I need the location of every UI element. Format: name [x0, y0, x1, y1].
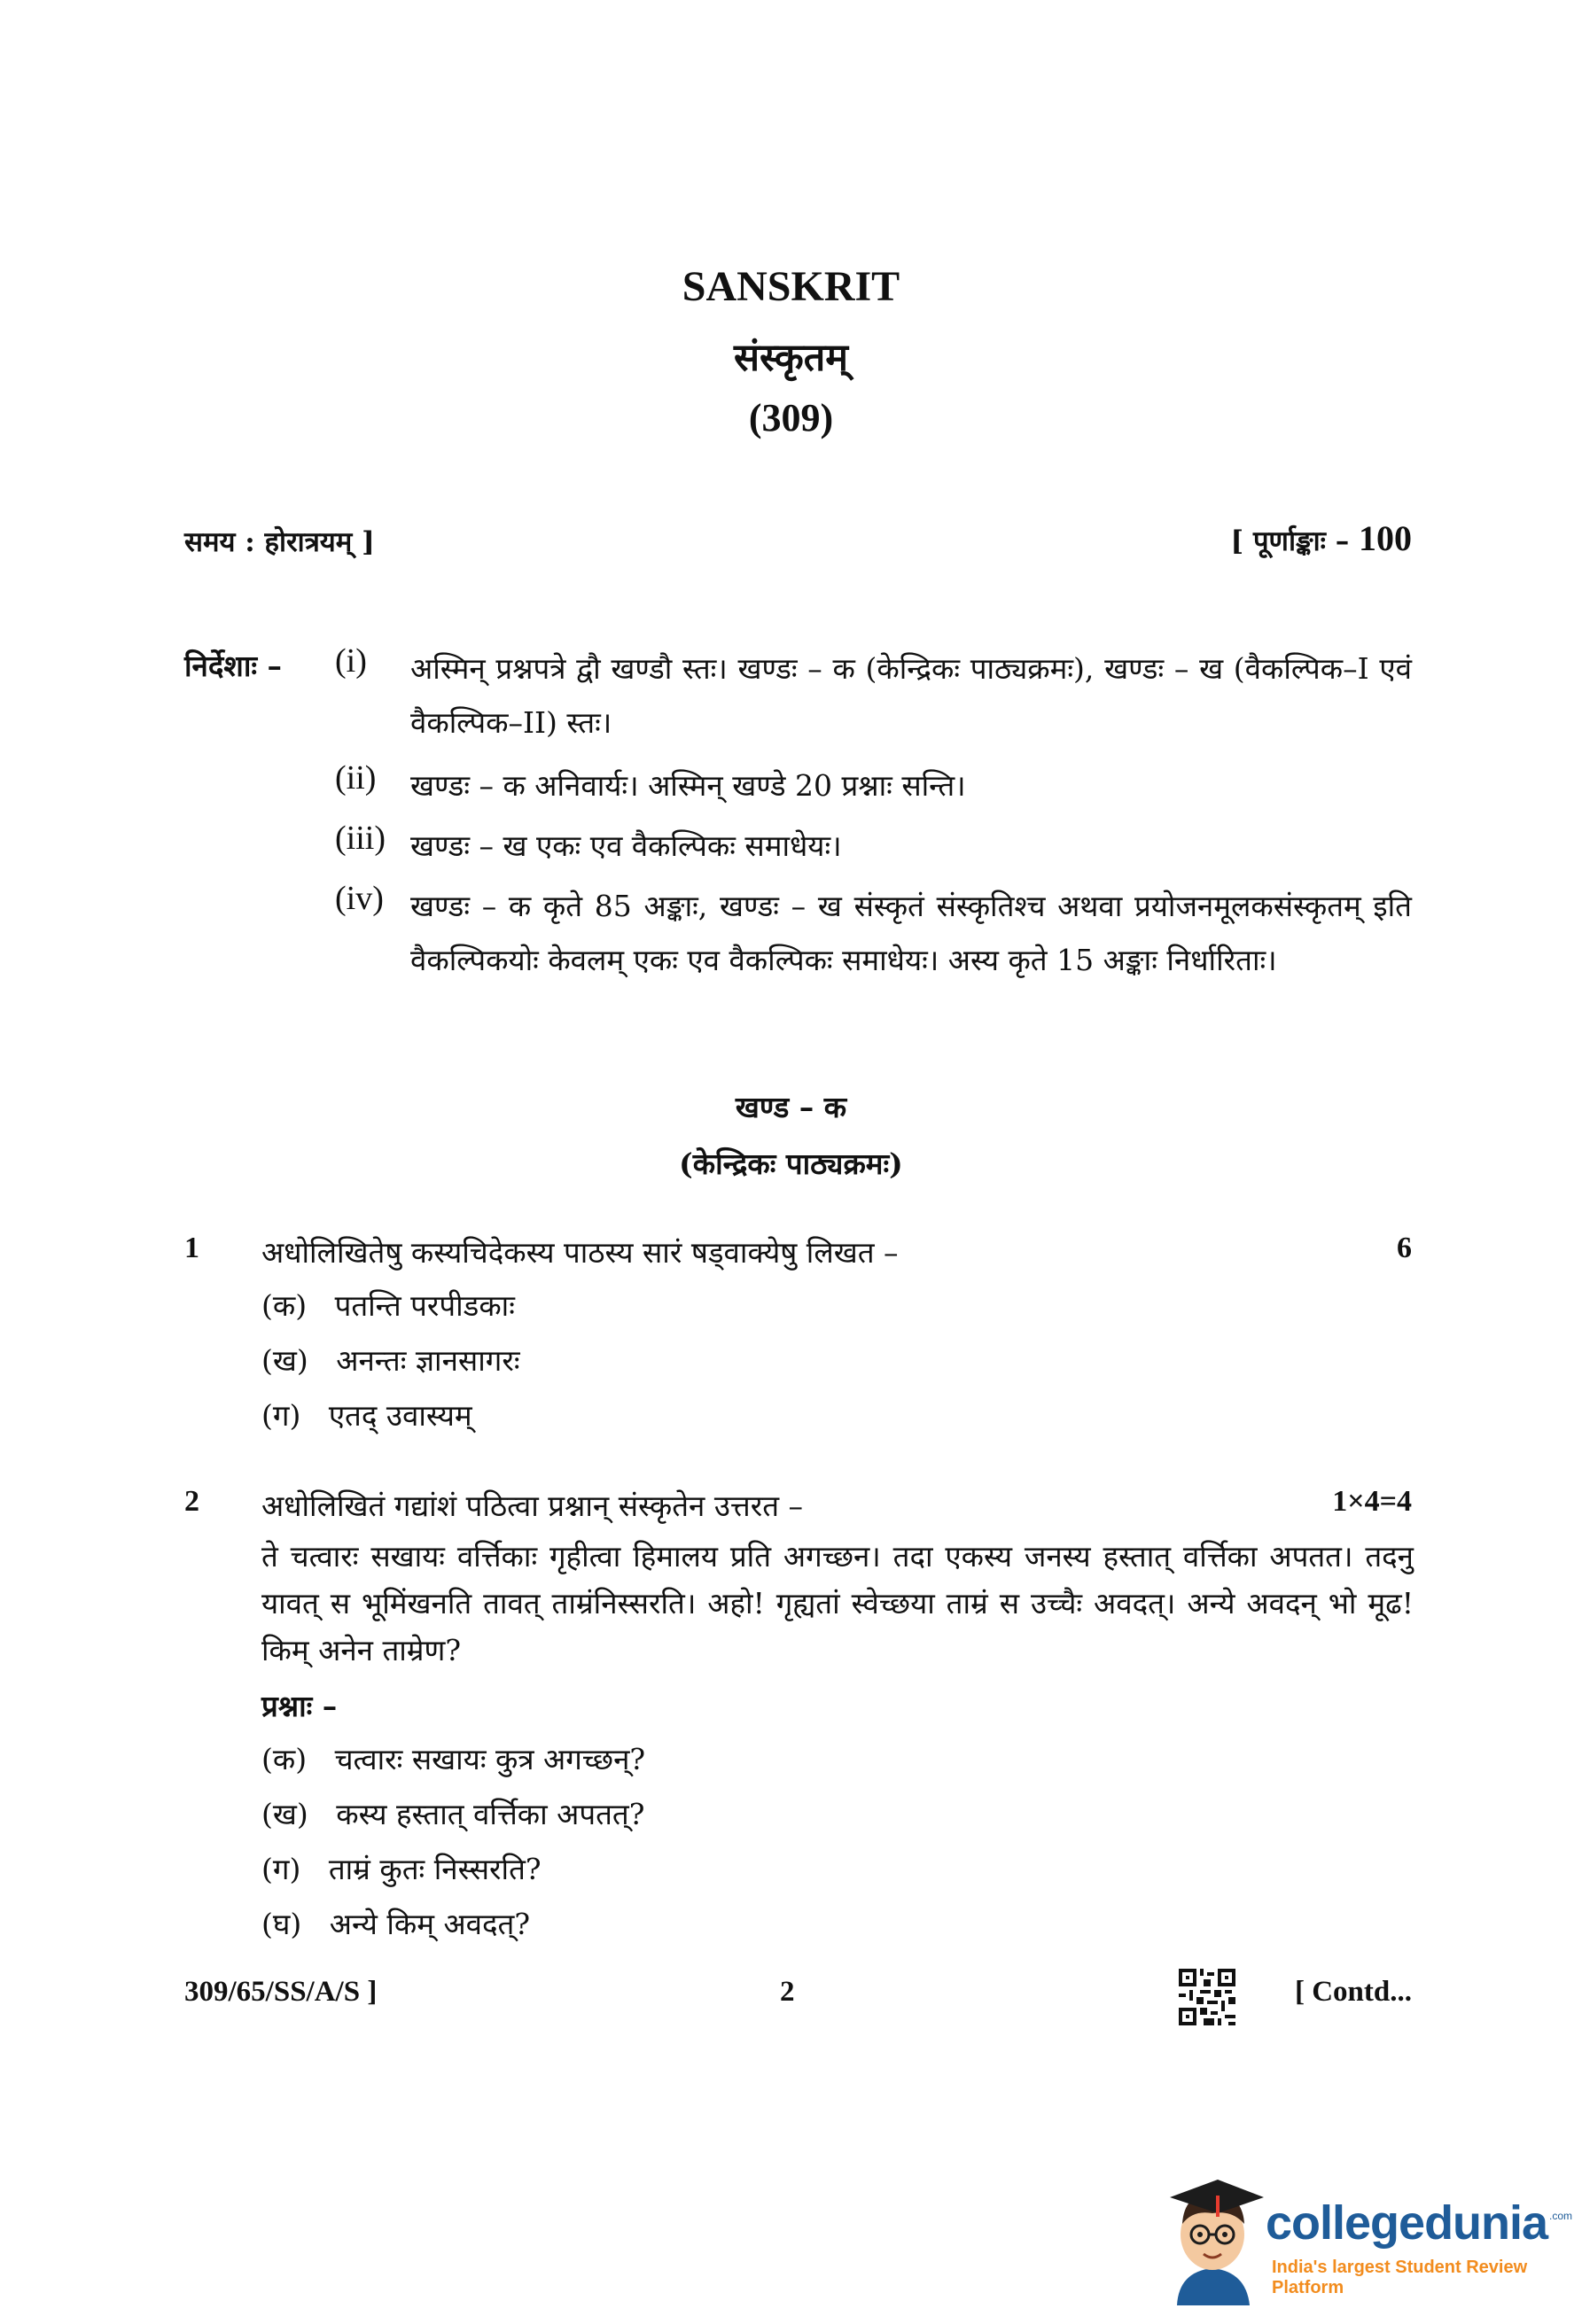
option-text: अनन्तः ज्ञानसागरः	[336, 1343, 520, 1378]
instruction-text: खण्डः – ख एकः एव वैकल्पिकः समाधेयः।	[410, 828, 842, 863]
sub-question	[261, 1903, 530, 1943]
sub-question-text: ताम्रं कुतः निस्सरति?	[328, 1852, 542, 1886]
instruction-text: खण्डः – क कृते 85 अङ्काः, खण्डः – ख संस्कृतं संस्कृतिश्च अथवा प्रयोजनमूलकसंस्कृतम् इति वैकल्पिकयोः केवलम् एकः एव वैकल्पिकः समाधेयः। अस्य कृते 15 अङ्काः निर्धारिताः।	[410, 889, 1412, 977]
option-item	[261, 1340, 520, 1380]
time-allowed: समय : होरात्रयम् ]	[184, 526, 375, 558]
sub-question	[261, 1738, 645, 1778]
footer-paper-code: 309/65/SS/A/S ]	[184, 1976, 378, 2008]
qr-code-icon	[1179, 1969, 1235, 2025]
option-text: एतद् उवास्यम्	[328, 1398, 472, 1433]
question-number: 2	[184, 1485, 199, 1518]
option-label: (क)	[261, 1288, 308, 1323]
option-text: पतन्ति परपीडकाः	[334, 1288, 515, 1323]
instruction-number: (ii)	[335, 759, 377, 797]
reading-passage: ते चत्वारः सखायः वर्त्तिकाः गृहीत्वा हिमालय प्रति अगच्छन। तदा एकस्य जनस्य हस्तात् वर्त्तिका अपतत। तदनु यावत् स भूमिंखनति तावत् ताम्रंनिस्सरति। अहो! गृह्यतां स्वेच्छया ताम्रं स उच्चैः अवदत्। अन्ये अवदन् भो मूढ! किम् अनेन ताम्रेण?	[261, 1539, 1414, 1667]
student-mascot-icon	[1161, 2172, 1267, 2305]
sub-question-label: (ख)	[261, 1797, 308, 1831]
instruction-number: (i)	[335, 642, 367, 680]
sub-question-label: (क)	[261, 1742, 308, 1776]
brand-domain-suffix: .com	[1549, 2210, 1573, 2222]
page-number: 2	[780, 1976, 795, 2008]
paper-subject-english: SANSKRIT	[682, 263, 900, 310]
question-marks: 6	[1397, 1232, 1412, 1264]
sub-question-label: (घ)	[261, 1907, 302, 1941]
instruction-number: (iii)	[335, 820, 386, 857]
instruction-text: अस्मिन् प्रश्नपत्रे द्वौ खण्डौ स्तः। खण्डः – क (केन्द्रिकः पाठ्यक्रमः), खण्डः – ख (वैकल्पिक–I एवं वैकल्पिक–II) स्तः।	[410, 651, 1412, 740]
max-marks-value: 100	[1359, 518, 1412, 558]
brand-tagline: India's largest Student Review Platform	[1272, 2258, 1528, 2297]
sub-question	[261, 1848, 542, 1888]
paper-subject-sanskrit: संस्कृतम्	[733, 336, 849, 380]
brand-name: collegedunia	[1266, 2196, 1548, 2250]
section-title: खण्ड – क	[735, 1090, 847, 1124]
question-text: अधोलिखितं गद्यांशं पठित्वा प्रश्नान् संस्कृतेन उत्तरत –	[261, 1488, 804, 1523]
continued-marker: [ Contd...	[1294, 1976, 1412, 2008]
sub-question-text: चत्वारः सखायः कुत्र अगच्छन्?	[334, 1742, 646, 1776]
sub-question-text: अन्ये किम् अवदत्?	[329, 1907, 531, 1941]
max-marks	[1230, 517, 1412, 559]
sub-question-label: (ग)	[261, 1852, 301, 1886]
sub-question-text: कस्य हस्तात् वर्त्तिका अपतत्?	[336, 1797, 645, 1831]
collegedunia-logo	[1161, 2169, 1578, 2320]
section-subtitle: (केन्द्रिकः पाठ्यक्रमः)	[679, 1146, 903, 1181]
paper-code: (309)	[748, 396, 834, 439]
question-text: अधोलिखितेषु कस्यचिदेकस्य पाठस्य सारं षड्वाक्येषु लिखत –	[261, 1235, 899, 1270]
instruction-text: खण्डः – क अनिवार्यः। अस्मिन् खण्डे 20 प्रश्नाः सन्ति।	[410, 768, 966, 803]
option-label: (ख)	[261, 1343, 308, 1378]
sub-question	[261, 1793, 644, 1833]
question-number: 1	[184, 1232, 199, 1264]
option-item	[261, 1395, 472, 1434]
max-marks-label: [ पूर्णाङ्काः –	[1230, 525, 1350, 557]
question-marks: 1×4=4	[1332, 1485, 1412, 1518]
option-label: (ग)	[261, 1398, 301, 1433]
instruction-number: (iv)	[335, 880, 384, 917]
option-item	[261, 1285, 515, 1325]
instructions-label: निर्देशाः –	[184, 649, 283, 683]
questions-label: प्रश्नाः –	[261, 1689, 338, 1723]
